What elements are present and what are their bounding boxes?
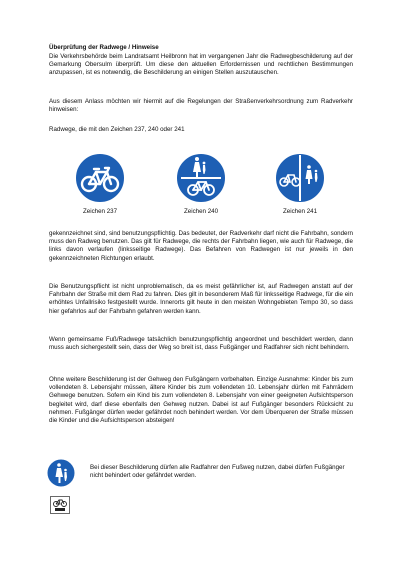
sign-caption-241: Zeichen 241 bbox=[282, 208, 318, 215]
bicycle-free-addon-sign-icon bbox=[50, 496, 70, 514]
segregated-path-sign-icon bbox=[268, 150, 332, 214]
paragraph-obligation: gekennzeichnet sind, sind benutzungspflichtig. Das bedeutet, der Radverkehr darf nicht die Fahrbahn, sondern muss den Radweg benutzen. Das gilt für Radwege, die rechts der Fahrbahn liegen, wie auch für Radwege, die links davon verlaufen (linksseitige Radwege). Das Befahren von Radwegen ist nur jeweils in den gekennzeichneten Richtungen erlaubt. bbox=[49, 230, 353, 262]
paragraph-intro: Die Verkehrsbehörde beim Landratsamt Heilbronn hat im vergangenen Jahr die Radwegbeschilderung auf der Gemarkung Obersulm überprüft. Um diese den aktuellen Erfordernissen und rechtlichen Bestimmungen anzupassen, ist es notwendig, die Beschilderung an einigen Stellen auszutauschen. bbox=[49, 53, 353, 77]
document-title: Überprüfung der Radwege / Hinweise bbox=[49, 44, 159, 51]
paragraph-bicycle-free: Bei dieser Beschilderung dürfen alle Radfahrer den Fußweg nutzen, dabei dürfen Fußgänger nicht behindert oder gefährdet werden. bbox=[90, 464, 345, 480]
sign-row bbox=[60, 150, 360, 220]
sign-caption-237: Zeichen 237 bbox=[82, 208, 118, 215]
paragraph-sidewalk: Ohne weitere Beschilderung ist der Gehweg den Fußgängern vorbehalten. Einzige Ausnahme: Kinder bis zum vollendeten 8. Lebensjahr müssen, ältere Kinder bis zum vollendeten 10. Lebensjahr dürfen mit Fahrrädern Gehwege benutzen. Sofern ein Kind bis zum vollendeten 8. Lebensjahr von einer geeigneten Aufsichtsperson begleitet wird, darf diese ebenfalls den Gehweg nutzen. Dabei ist auf Fußgänger besonders Rücksicht zu nehmen. Fußgänger dürfen weder gefährdet noch behindert werden. Vor dem Überqueren der Straße müssen die Kinder und die Aufsichtsperson absteigen! bbox=[49, 376, 353, 425]
bicycle-sign-icon bbox=[68, 150, 132, 214]
paragraph-signs-lead: Radwege, die mit den Zeichen 237, 240 oder 241 bbox=[49, 126, 185, 133]
paragraph-risk: Die Benutzungspflicht ist nicht unproblematisch, da es meist gefährlicher ist, auf Radwegen anstatt auf der Fahrbahn der Straße mit dem Rad zu fahren. Dies gilt in besonderem Maß für linksseitige Radwege, für die ein erhöhtes Unfallrisiko festgestellt wurde. Innerorts gilt heute in den meisten Wohngebieten Tempo 30, so dass hier gefahrlos auf der Fahrbahn gefahren werden kann. bbox=[49, 283, 353, 315]
paragraph-occasion: Aus diesem Anlass möchten wir hiermit auf die Regelungen der Straßenverkehrsordnung zum Radverkehr hinweisen: bbox=[49, 98, 353, 114]
paragraph-shared-path: Wenn gemeinsame Fuß/Radwege tatsächlich benutzungspflichtig angeordnet und beschildert werden, dann muss auch sichergestellt sein, dass der Weg so breit ist, dass Fußgänger und Radfahrer sich nicht behindern. bbox=[49, 336, 353, 352]
sign-caption-240: Zeichen 240 bbox=[183, 208, 219, 215]
pedestrian-sign-icon bbox=[46, 458, 76, 488]
shared-path-sign-icon bbox=[169, 150, 233, 214]
